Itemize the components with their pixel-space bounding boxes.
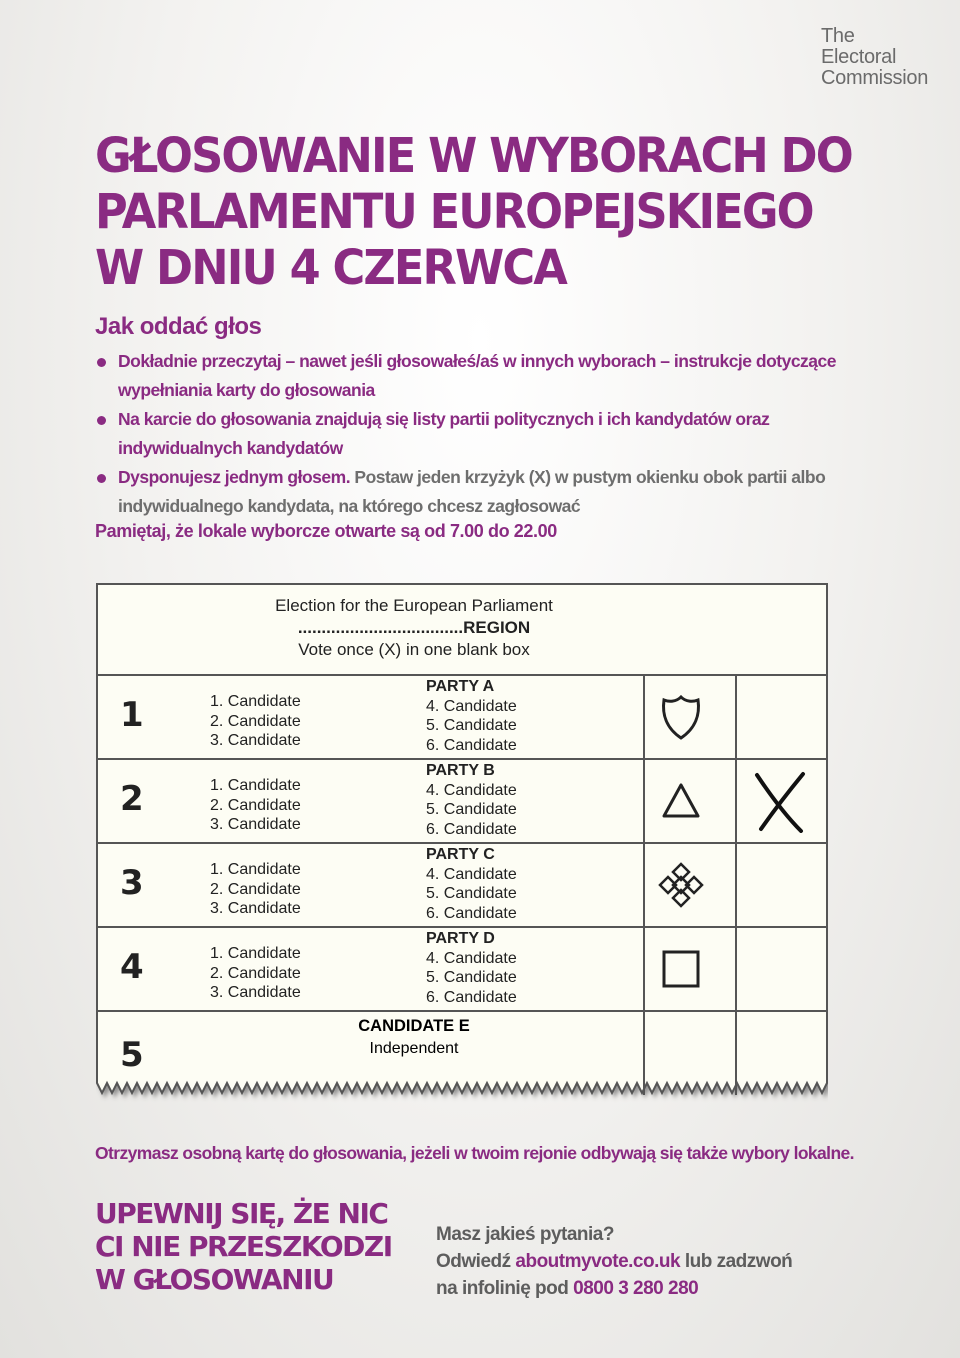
party-name: PARTY A [426, 678, 495, 695]
candidate-name: 5. Candidate [426, 717, 517, 734]
diamond-cluster-icon [656, 860, 706, 910]
slogan-line-2: CI NIE PRZESZKODZI [95, 1230, 392, 1263]
candidates-left [210, 776, 301, 835]
contact-visit-line [436, 1248, 792, 1275]
candidate-name: 5. Candidate [426, 801, 517, 818]
bullet-icon [97, 358, 106, 367]
party-name: PARTY D [426, 930, 495, 947]
party-name: PARTY B [426, 762, 495, 779]
candidate-name: 3. Candidate [210, 984, 301, 1001]
contact-phone-line [436, 1275, 792, 1302]
slogan-line-1: UPEWNIJ SIĘ, ŻE NIC [95, 1197, 388, 1230]
square-icon [656, 944, 706, 994]
title-line-2: PARLAMENTU EUROPEJSKIEGO [95, 184, 813, 240]
contact-info [436, 1221, 792, 1302]
candidate-name: 1. Candidate [210, 777, 301, 794]
ballot-title: Election for the European Parliament [275, 596, 553, 615]
visit-suffix: lub zadzwoń [680, 1251, 793, 1272]
candidate-name: 6. Candidate [426, 904, 517, 922]
candidates-right [426, 761, 517, 839]
candidates-right [426, 677, 517, 755]
candidate-name: 2. Candidate [210, 712, 301, 730]
bullet-lead: Na karcie do głosowania znajdują się listy partii politycznych i ich kandydatów oraz indywidualnych kandydatów [118, 409, 770, 458]
candidate-name: CANDIDATE E [358, 1017, 470, 1035]
local-elections-note: Otrzymasz osobną kartę do głosowania, jeżeli w twoim rejonie odbywają się także wybory lokalne. [95, 1143, 854, 1163]
candidate-name: 1. Candidate [210, 861, 301, 878]
ballot-row-independent [96, 1013, 732, 1095]
ballot-region: ...................................REGION [297, 618, 531, 637]
ballot-row-party-a [96, 677, 732, 759]
bullet-rest: Postaw jeden krzyżyk (X) w pustym okienku obok partii albo indywidualnego kandydata, na którego chcesz zagłosować [118, 467, 826, 516]
candidate-name: 6. Candidate [426, 988, 517, 1006]
list-item [95, 405, 865, 463]
how-to-vote-heading: Jak oddać głos [95, 313, 262, 340]
row-number: 3 [120, 863, 144, 903]
slogan [95, 1197, 392, 1296]
bullet-lead: Dysponujesz jednym głosem. [118, 467, 351, 487]
title-line-1: GŁOSOWANIE W WYBORACH DO [95, 128, 852, 184]
candidate-name: 1. Candidate [210, 693, 301, 710]
candidate-name: 3. Candidate [210, 816, 301, 833]
candidate-name: 5. Candidate [426, 969, 517, 986]
row-number: 1 [120, 695, 144, 735]
candidate-affiliation: Independent [369, 1040, 459, 1057]
phone-prefix: na infolinię pod [436, 1278, 574, 1299]
candidates-left [210, 944, 301, 1003]
ballot-row-party-d [96, 929, 732, 1011]
phone-number: 0800 3 280 280 [573, 1278, 699, 1299]
candidate-name: 2. Candidate [210, 880, 301, 898]
candidate-name: 2. Candidate [210, 964, 301, 982]
bullet-icon [97, 416, 106, 425]
candidates-left [210, 692, 301, 751]
page-title [95, 128, 852, 296]
opening-hours-reminder: Pamiętaj, że lokale wyborcze otwarte są od 7.00 do 22.00 [95, 521, 557, 541]
contact-question: Masz jakieś pytania? [436, 1224, 614, 1245]
candidates-left [210, 860, 301, 919]
list-item [95, 347, 865, 405]
ballot-row-party-c [96, 845, 732, 927]
candidate-name: 4. Candidate [426, 781, 517, 799]
candidate-name: 1. Candidate [210, 945, 301, 962]
candidate-name: 6. Candidate [426, 736, 517, 754]
candidate-name: 5. Candidate [426, 885, 517, 902]
row-number: 2 [120, 779, 144, 819]
candidate-name: 4. Candidate [426, 949, 517, 967]
candidate-name: 2. Candidate [210, 796, 301, 814]
candidate-name: 3. Candidate [210, 900, 301, 917]
ballot-header [96, 595, 732, 661]
candidate-name: 6. Candidate [426, 820, 517, 838]
row-number: 4 [120, 947, 144, 987]
visit-prefix: Odwiedź [436, 1251, 516, 1272]
website-link[interactable]: aboutmyvote.co.uk [515, 1251, 681, 1272]
candidate-name: 3. Candidate [210, 732, 301, 749]
candidates-right [426, 929, 517, 1007]
ballot-instruction: Vote once (X) in one blank box [298, 640, 530, 659]
how-to-vote-list [95, 347, 865, 521]
bullet-icon [97, 474, 106, 483]
org-line-1: The [821, 25, 855, 47]
candidate-name: 4. Candidate [426, 865, 517, 883]
bullet-lead: Dokładnie przeczytaj – nawet jeśli głosowałeś/aś w innych wyborach – instrukcje dotyczące wypełniania karty do głosowania [118, 351, 836, 400]
org-line-2: Electoral [821, 46, 897, 68]
triangle-icon [656, 776, 706, 826]
org-line-3: Commission [821, 67, 929, 89]
ballot-row-party-b [96, 761, 732, 843]
list-item [95, 463, 865, 521]
candidate-name: 4. Candidate [426, 697, 517, 715]
electoral-commission-logo [821, 26, 928, 89]
slogan-line-3: W GŁOSOWANIU [95, 1263, 334, 1296]
shield-icon [656, 692, 706, 742]
row-number: 5 [120, 1035, 144, 1075]
candidates-right [426, 845, 517, 923]
cross-mark-icon [751, 771, 811, 833]
independent-candidate [96, 1017, 732, 1058]
party-name: PARTY C [426, 846, 495, 863]
title-line-3: W DNIU 4 CZERWCA [95, 240, 566, 296]
sample-ballot-paper [96, 583, 828, 1113]
